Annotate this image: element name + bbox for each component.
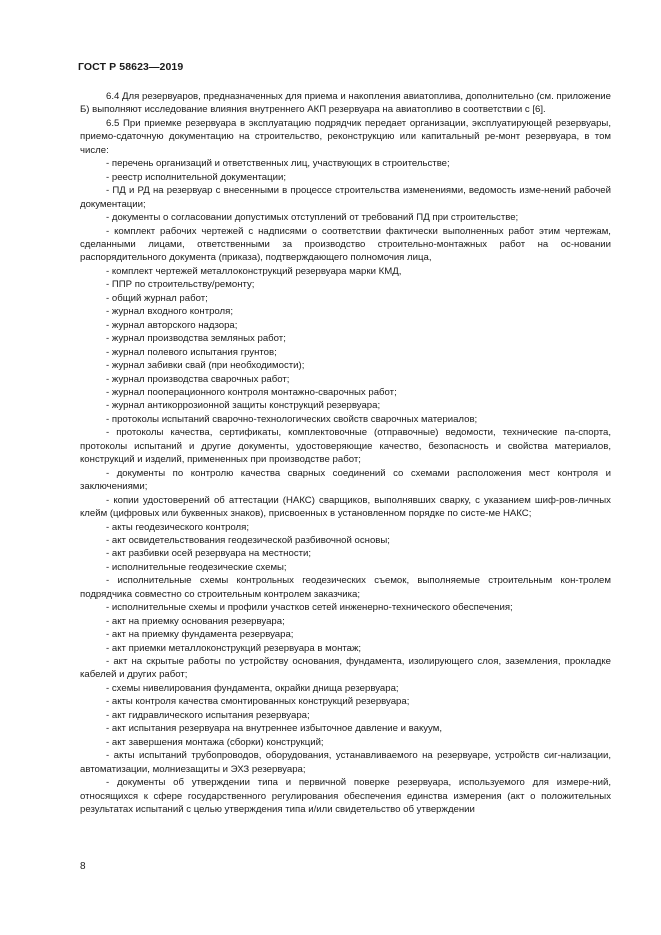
list-item: - документы о согласовании допустимых отступлений от требований ПД при строительстве; [80,211,611,224]
list-item: - журнал пооперационного контроля монтажно-сварочных работ; [80,386,611,399]
list-item: - журнал производства сварочных работ; [80,373,611,386]
list-item: - акт на приемку основания резервуара; [80,615,611,628]
list-item: - общий журнал работ; [80,292,611,305]
list-item: - схемы нивелирования фундамента, окрайки днища резервуара; [80,682,611,695]
paragraph: 6.5 При приемке резервуара в эксплуатацию подрядчик передает организации, эксплуатирующей резервуары, приемо-сдаточную документацию на строительство, реконструкцию или капитальный ре-монт резервуара, в том числе: [80,117,611,156]
list-item: - журнал полевого испытания грунтов; [80,346,611,359]
list-item: - акт на приемку фундамента резервуара; [80,628,611,641]
list-item: - перечень организаций и ответственных лиц, участвующих в строительстве; [80,157,611,170]
document-header: ГОСТ Р 58623—2019 [78,61,184,73]
list-item: - протоколы испытаний сварочно-технологических свойств сварочных материалов; [80,413,611,426]
list-item: - журнал забивки свай (при необходимости); [80,359,611,372]
list-item: - протоколы качества, сертификаты, комплектовочные (отправочные) ведомости, технические па-спорта, протоколы испытаний и другие документы, удостоверяющие качество, безопасность и свойства материалов, конструкций и изделий, примененных при производстве работ; [80,426,611,466]
list-item: - ППР по строительству/ремонту; [80,278,611,291]
list-item: - исполнительные схемы и профили участков сетей инженерно-технического обеспечения; [80,601,611,614]
paragraph: 6.4 Для резервуаров, предназначенных для приема и накопления авиатоплива, дополнительно (см. приложение Б) выполняют исследование влияния внутреннего АКП резервуара на авиатопливо в соответствии с [6]. [80,91,611,116]
list-item: - акт разбивки осей резервуара на местности; [80,547,611,560]
list-item: - акт завершения монтажа (сборки) конструкций; [80,736,611,749]
list-item: - исполнительные геодезические схемы; [80,561,611,574]
list-item: - акт освидетельствования геодезической разбивочной основы; [80,534,611,547]
list-item: - акты испытаний трубопроводов, оборудования, устанавливаемого на резервуаре, устройств сиг-нализации, автоматизации, молниезащиты и ЭХЗ резервуара; [80,749,611,776]
list-item: - акты геодезического контроля; [80,521,611,534]
list-item: - реестр исполнительной документации; [80,171,611,184]
page-number: 8 [80,861,86,872]
list-item: - документы об утверждении типа и первичной поверке резервуара, используемого для измере-ний, относящихся к сфере государственного регулирования обеспечения единства измерения (акт о положительных результатах испытаний с целью утверждения типа и/или свидетельство об утверждении [80,776,611,816]
list-item: - журнал входного контроля; [80,305,611,318]
list-item: - копии удостоверений об аттестации (НАКС) сварщиков, выполнявших сварку, с указанием шиф-ров-личных клейм (цифровых или буквенных знаков), присвоенных в установленном порядке по систе-ме НАКС; [80,494,611,521]
list-item: - журнал антикоррозионной защиты конструкций резервуара; [80,399,611,412]
list-item: - комплект чертежей металлоконструкций резервуара марки КМД, [80,265,611,278]
document-body [80,90,611,816]
list-item: - журнал производства земляных работ; [80,332,611,345]
list-item: - акт гидравлического испытания резервуара; [80,709,611,722]
list-item: - акт приемки металлоконструкций резервуара в монтаж; [80,642,611,655]
list-item: - исполнительные схемы контрольных геодезических съемок, выполняемые строительным кон-тролем подрядчика совместно со строительным контролем заказчика; [80,574,611,601]
list-item: - акт испытания резервуара на внутреннее избыточное давление и вакуум, [80,722,611,735]
list-item: - документы по контролю качества сварных соединений со схемами расположения мест контроля и заключениями; [80,467,611,494]
list-item: - журнал авторского надзора; [80,319,611,332]
list-item: - ПД и РД на резервуар с внесенными в процессе строительства изменениями, ведомость изме-нений рабочей документации; [80,184,611,211]
list-item: - акт на скрытые работы по устройству основания, фундамента, изолирующего слоя, заземления, прокладке кабелей и других работ; [80,655,611,682]
list-item: - комплект рабочих чертежей с надписями о соответствии фактически выполненных работ этим чертежам, сделанными лицами, ответственными за производство строительно-монтажных работ на ос-новании распорядительного документа (приказа), подтверждающего полномочия лица, [80,225,611,265]
list-item: - акты контроля качества смонтированных конструкций резервуара; [80,695,611,708]
